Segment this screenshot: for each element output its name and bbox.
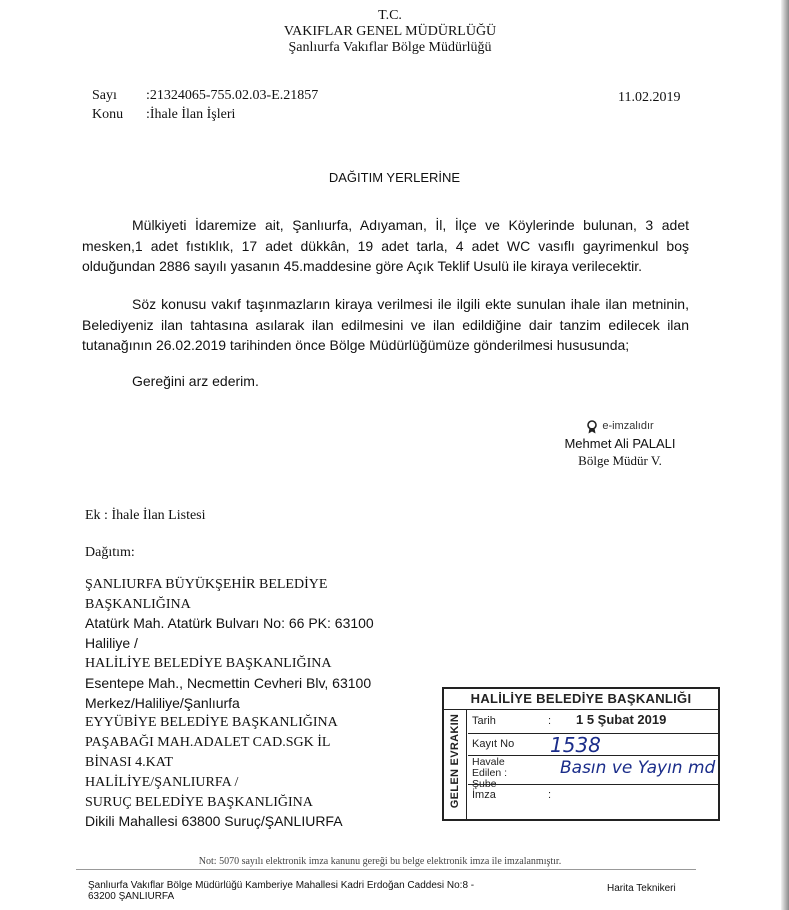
sayi-label: Sayı bbox=[92, 88, 117, 103]
distribution-line: HALİLİYE/ŞANLIURFA / bbox=[85, 774, 239, 790]
stamp-kayit-value: 1538 bbox=[550, 732, 601, 757]
body-paragraph-1: Mülkiyeti İdaremize ait, Şanlıurfa, Adıyaman, İl, İlçe ve Köylerinde bulunan, 3 adet mesken,1 adet fıstıklık, 17 adet dükkân, 19 adet tarla, 4 adet WC vasıflı gayrimenkul boş olduğundan 2886 sayılı yasanın 45.maddesine göre Açık Teklif Usulü ile kiraya verilecektir. bbox=[82, 217, 689, 274]
konu-value: :İhale İlan İşleri bbox=[146, 107, 236, 122]
distribution-line: EYYÜBİYE BELEDİYE BAŞKANLIĞINA bbox=[85, 715, 338, 731]
stamp-label: İmza bbox=[472, 789, 496, 801]
page-edge-shadow bbox=[781, 0, 789, 910]
stamp-row-date bbox=[468, 711, 718, 734]
distribution-line: Esentepe Mah., Necmettin Cevheri Blv, 63100 bbox=[85, 674, 372, 691]
distribution-line: BAŞKANLIĞINA bbox=[85, 596, 191, 612]
body-paragraph-3: Gereğini arz ederim. bbox=[132, 373, 259, 389]
distribution-list bbox=[85, 543, 374, 832]
footer-address bbox=[88, 880, 474, 902]
document-date: 11.02.2019 bbox=[618, 90, 681, 105]
distribution-line: SURUÇ BELEDİYE BAŞKANLIĞINA bbox=[85, 794, 313, 810]
stamp-row-havale bbox=[468, 756, 718, 790]
distribution-line: PAŞABAĞI MAH.ADALET CAD.SGK İL bbox=[85, 735, 331, 751]
distribution-line: Dikili Mahallesi 63800 Suruç/ŞANLIURFA bbox=[85, 813, 343, 830]
stamp-row-imza bbox=[468, 785, 718, 805]
signer-role: Bölge Müdür V. bbox=[578, 453, 662, 468]
document-meta bbox=[92, 86, 318, 124]
ribbon-icon bbox=[586, 420, 598, 434]
letterhead bbox=[220, 8, 560, 56]
stamp-side bbox=[444, 709, 467, 819]
stamp-label: Kayıt No bbox=[472, 737, 515, 750]
esign-row bbox=[545, 418, 695, 435]
distribution-line: BİNASI 4.KAT bbox=[85, 754, 173, 770]
letterhead-line-3: Şanlıurfa Vakıflar Bölge Müdürlüğü bbox=[288, 40, 492, 55]
footer-address-line-2: 63200 ŞANLIURFA bbox=[88, 891, 175, 902]
signer-name: Mehmet Ali PALALI bbox=[564, 436, 676, 451]
footer-address-line-1: Şanlıurfa Vakıflar Bölge Müdürlüğü Kamberiye Mahallesi Kadri Erdoğan Caddesi No:8 - bbox=[88, 880, 475, 891]
stamp-label: Havale Edilen : Şube bbox=[472, 756, 508, 790]
distribution-line: Atatürk Mah. Atatürk Bulvarı No: 66 PK: 63100 bbox=[85, 615, 374, 632]
esign-label: e-imzalıdır bbox=[602, 420, 654, 432]
distribution-line: HALİLİYE BELEDİYE BAŞKANLIĞINA bbox=[85, 655, 332, 671]
footer-divider bbox=[76, 869, 696, 870]
stamp-rows bbox=[468, 711, 718, 805]
distribution-line: Haliliye / bbox=[85, 635, 138, 652]
stamp-label: Tarih bbox=[472, 715, 496, 727]
stamp-colon: : bbox=[548, 715, 552, 727]
body-paragraph-2: Söz konusu vakıf taşınmazların kiraya verilmesi ile ilgili ekte sunulan ihale ilan metninin, Belediyeniz ilan tahtasına asılarak ilan edilmesini ve ilan edildiğine dair tanzim edilecek ilan tutanağının 26.02.2019 tarihinden önce Bölge Müdürlüğümüze gönderilmesi hususunda; bbox=[82, 296, 689, 353]
stamp-date-value: 1 5 Şubat 2019 bbox=[576, 712, 667, 727]
signature-block bbox=[545, 418, 695, 469]
distribution-line: Merkez/Haliliye/Şanlıurfa bbox=[85, 694, 240, 711]
document-title: DAĞITIM YERLERİNE bbox=[328, 170, 461, 185]
stamp-havale-value: Basın ve Yayın md bbox=[560, 758, 716, 778]
distribution-line: ŞANLIURFA BÜYÜKŞEHİR BELEDİYE bbox=[85, 576, 328, 592]
sayi-value: :21324065-755.02.03-E.21857 bbox=[146, 88, 319, 103]
konu-label: Konu bbox=[92, 107, 124, 122]
footer-right-label: Harita Teknikeri bbox=[607, 883, 676, 894]
incoming-document-stamp bbox=[442, 687, 720, 821]
esign-note: Not: 5070 sayılı elektronik imza kanunu gereği bu belge elektronik imza ile imzalanmıştır. bbox=[198, 856, 562, 867]
stamp-side-label: GELEN EVRAKIN bbox=[449, 713, 461, 809]
letterhead-line-1: T.C. bbox=[378, 8, 402, 23]
stamp-colon: : bbox=[548, 789, 552, 801]
distribution-title: Dağıtım: bbox=[85, 545, 135, 560]
stamp-title: HALİLİYE BELEDİYE BAŞKANLIĞI bbox=[444, 689, 718, 710]
stamp-row-kayit bbox=[468, 734, 718, 757]
attachment-line: Ek : İhale İlan Listesi bbox=[85, 508, 206, 523]
letterhead-line-2: VAKIFLAR GENEL MÜDÜRLÜĞÜ bbox=[283, 24, 497, 39]
